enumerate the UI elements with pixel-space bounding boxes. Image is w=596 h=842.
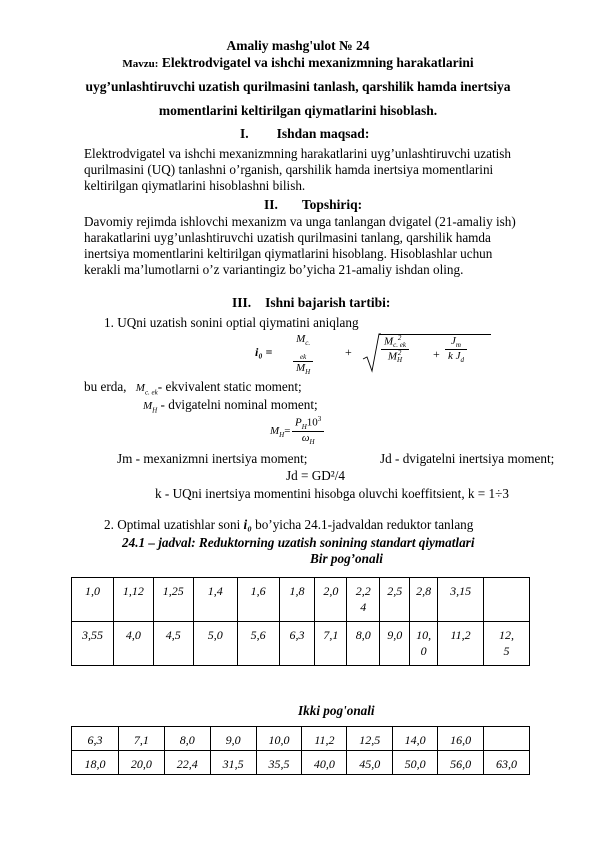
table-cell: 5,6 bbox=[237, 622, 279, 666]
fraction-moment-ratio bbox=[293, 333, 313, 377]
step-2 bbox=[104, 517, 473, 533]
table-cell: 1,6 bbox=[237, 578, 279, 622]
symbol: M bbox=[296, 362, 306, 375]
superscript: 2 bbox=[397, 334, 402, 342]
table-two-stage bbox=[71, 726, 530, 775]
section-2-line: harakatlarini uyg’unlashtiruvchi uzatish qurilmasini tanlang, qarshilik hamda bbox=[84, 230, 491, 245]
def-prefix: bu erda, bbox=[84, 379, 127, 394]
section-2-line: kerakli ma’lumotlarni o’z variantingiz bo’yicha 21-amaliy ishdan oling. bbox=[84, 262, 464, 277]
table-2-title: Ikki pog'onali bbox=[298, 703, 375, 718]
formula-nominal-moment bbox=[270, 415, 350, 449]
table-cell: 8,0 bbox=[164, 727, 210, 751]
section-1-heading bbox=[240, 126, 369, 142]
table-cell: 63,0 bbox=[484, 751, 530, 775]
table-cell bbox=[484, 578, 530, 622]
formula-lhs: i₀ = bbox=[255, 345, 273, 359]
table-cell: 56,0 bbox=[438, 751, 484, 775]
section-1-body bbox=[84, 146, 554, 194]
symbol: i₀ bbox=[243, 517, 252, 532]
table-cell: 1,12 bbox=[113, 578, 153, 622]
table-cell: 2,0 bbox=[315, 578, 347, 622]
table-single-stage bbox=[71, 577, 530, 666]
subscript: H bbox=[309, 438, 315, 447]
table-cell: 3,15 bbox=[438, 578, 484, 622]
table-cell: 18,0 bbox=[72, 751, 119, 775]
table-cell: 20,0 bbox=[118, 751, 164, 775]
subscript: H bbox=[301, 422, 307, 431]
table-cell: 6,3 bbox=[279, 622, 315, 666]
subscript: H bbox=[279, 431, 285, 440]
table-cell: 5,0 bbox=[193, 622, 237, 666]
number: 10 bbox=[306, 416, 318, 429]
symbol: M bbox=[135, 382, 145, 394]
table-cell: 4,5 bbox=[153, 622, 193, 666]
section-1-line: qurilmasini (UQ) tanlashni o’rganish, qarshilik hamda inertsiya momentlarini bbox=[84, 162, 494, 177]
table-cell: 50,0 bbox=[393, 751, 438, 775]
table-cell: 10, 0 bbox=[410, 622, 438, 666]
plus-sign: + bbox=[345, 345, 352, 359]
step-2-suffix: bo’yicha 24.1-jadvaldan reduktor tanlang bbox=[255, 517, 474, 532]
table-cell: 1,25 bbox=[153, 578, 193, 622]
symbol: k J bbox=[448, 350, 461, 363]
symbol: J bbox=[451, 335, 456, 347]
section-2-heading bbox=[264, 197, 362, 213]
table-cell: 11,2 bbox=[438, 622, 484, 666]
section-3-heading bbox=[232, 295, 390, 311]
table-cell: 9,0 bbox=[380, 622, 410, 666]
table-cell: 31,5 bbox=[210, 751, 256, 775]
superscript: 2 bbox=[397, 349, 402, 357]
fraction-inertia bbox=[445, 335, 467, 364]
table-row bbox=[72, 751, 530, 775]
section-1-line: Elektrodvigatel va ishchi mexanizmning harakatlarini uyg’unlashtiruvchi uzatish bbox=[84, 146, 512, 161]
table-cell: 7,1 bbox=[315, 622, 347, 666]
section-3-title: Ishni bajarish tartibi: bbox=[265, 295, 391, 310]
section-1-line: keltirilgan qiymatlarini hisoblashni bilish. bbox=[84, 178, 306, 193]
sqrt-body bbox=[379, 334, 491, 373]
table-cell: 2,8 bbox=[410, 578, 438, 622]
table-cell: 7,1 bbox=[118, 727, 164, 751]
subscript: H bbox=[397, 356, 403, 364]
section-2-number: II. bbox=[264, 197, 278, 212]
sqrt-icon bbox=[361, 333, 381, 373]
table-cell: 8,0 bbox=[347, 622, 380, 666]
topic-line-3: momentlarini keltirilgan qiymatlarini hisoblash. bbox=[158, 103, 438, 118]
section-2-line: Davomiy rejimda ishlovchi mexanizm va unga tanlangan dvigatel (21-amaliy ish) bbox=[84, 214, 516, 229]
subscript: m bbox=[455, 341, 461, 350]
symbol: P bbox=[295, 416, 302, 429]
symbol: ω bbox=[301, 431, 310, 444]
def-coefficient-k: k - UQni inertsiya momentini hisobga oluvchi koeffitsient, k = 1÷3 bbox=[155, 486, 509, 501]
section-1-title: Ishdan maqsad: bbox=[276, 126, 370, 141]
table-cell: 45,0 bbox=[347, 751, 393, 775]
def-mechanism-inertia: Jm - mexanizmni inertsiya moment; bbox=[117, 451, 308, 466]
fraction-moment-squared bbox=[381, 335, 409, 364]
symbol: M bbox=[387, 350, 398, 363]
def-motor-inertia: Jd - dvigatelni inertsiya moment; bbox=[380, 451, 555, 466]
page-title: Amaliy mashg'ulot № 24 bbox=[226, 38, 370, 53]
table-cell: 35,5 bbox=[256, 751, 302, 775]
section-2-line: inertsiya momentlarini keltirilgan qiymatlarini hisoblang. Hisoblashlar uchun bbox=[84, 246, 493, 261]
subscript: c. ek bbox=[393, 341, 406, 349]
table-cell: 14,0 bbox=[393, 727, 438, 751]
def-equivalent-moment bbox=[84, 379, 302, 397]
table-cell: 10,0 bbox=[256, 727, 302, 751]
step-1: 1. UQni uzatish sonini optial qiymatini aniqlang bbox=[104, 315, 359, 330]
table-cell: 4,0 bbox=[113, 622, 153, 666]
subscript: H bbox=[152, 406, 158, 415]
table-cell: 1,4 bbox=[193, 578, 237, 622]
table-cell: 40,0 bbox=[302, 751, 347, 775]
section-1-number: I. bbox=[240, 126, 249, 141]
topic-label: Mavzu: bbox=[122, 58, 159, 70]
table-cell: 1,0 bbox=[72, 578, 114, 622]
table-row bbox=[72, 727, 530, 751]
table-cell: 16,0 bbox=[438, 727, 484, 751]
table-row bbox=[72, 622, 530, 666]
superscript: 3 bbox=[317, 415, 322, 423]
def-nominal-moment bbox=[143, 397, 318, 415]
def-text: - ekvivalent static moment; bbox=[157, 379, 302, 394]
subscript: d bbox=[460, 356, 465, 365]
subscript: c. ek bbox=[300, 339, 311, 362]
formula-motor-inertia: Jd = GD²/4 bbox=[286, 468, 346, 483]
equals-sign: = bbox=[284, 425, 291, 437]
symbol: M bbox=[143, 400, 153, 412]
table-cell: 1,8 bbox=[279, 578, 315, 622]
subscript: c. ek bbox=[144, 388, 158, 397]
table-cell: 11,2 bbox=[302, 727, 347, 751]
def-text: - dvigatelni nominal moment; bbox=[157, 397, 318, 412]
section-2-body bbox=[84, 214, 554, 278]
table-cell: 12,5 bbox=[347, 727, 393, 751]
section-2-title: Topshiriq: bbox=[301, 197, 363, 212]
table-cell: 12, 5 bbox=[484, 622, 530, 666]
symbol: M bbox=[384, 335, 394, 348]
subscript: H bbox=[305, 368, 311, 377]
fraction-power-speed bbox=[292, 415, 324, 446]
table-cell: 2,5 bbox=[380, 578, 410, 622]
symbol: M bbox=[296, 333, 306, 345]
table-cell: 3,55 bbox=[72, 622, 114, 666]
table-1-title: Bir pog’onali bbox=[310, 551, 383, 566]
table-cell: 2,2 4 bbox=[347, 578, 380, 622]
table-cell: 9,0 bbox=[210, 727, 256, 751]
topic-line-2: uyg’unlashtiruvchi uzatish qurilmasini tanlash, qarshilik hamda inertsiya bbox=[85, 79, 511, 94]
plus-sign: + bbox=[433, 347, 440, 361]
topic-text-1: Elektrodvigatel va ishchi mexanizmning harakatlarini bbox=[161, 55, 474, 70]
table-cell bbox=[484, 727, 530, 751]
section-3-number: III. bbox=[232, 295, 252, 310]
symbol: M bbox=[270, 425, 280, 437]
table-cell: 6,3 bbox=[72, 727, 119, 751]
table-caption: 24.1 – jadval: Reduktorning uzatish sonining standart qiymatlari bbox=[122, 535, 475, 550]
table-cell: 22,4 bbox=[164, 751, 210, 775]
table-row bbox=[72, 578, 530, 622]
step-2-prefix: 2. Optimal uzatishlar soni bbox=[104, 517, 241, 532]
topic-line-1 bbox=[0, 55, 596, 71]
